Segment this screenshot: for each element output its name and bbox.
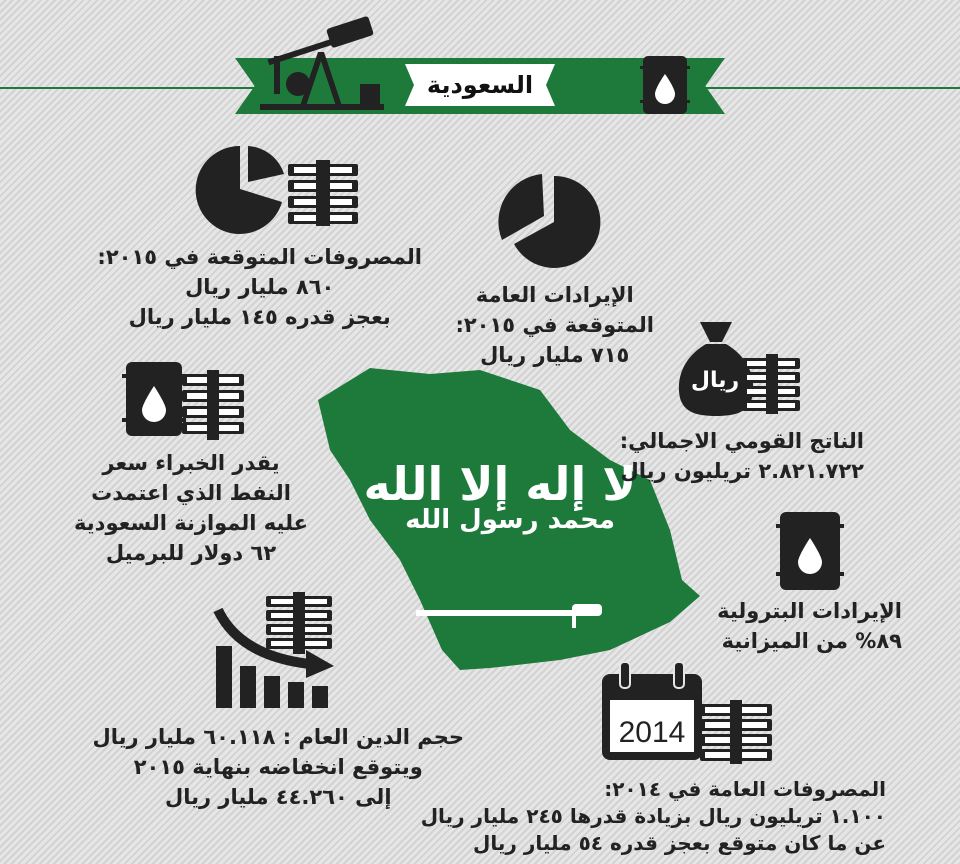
- gdp-title: الناتج القومي الاجمالي:: [619, 429, 864, 453]
- money-stack-icon: [698, 700, 776, 764]
- debt-forecast: ويتوقع انخفاضه بنهاية ٢٠١٥: [133, 755, 423, 779]
- gdp-value: ٢.٨٢١.٧٢٢ تريليون ريال: [620, 459, 864, 483]
- pie-chart-icon: [190, 144, 290, 234]
- oil-barrel-icon: [776, 508, 844, 594]
- pump-jack-icon: [258, 14, 388, 114]
- revenue-2015-title: الإيرادات العامة: [475, 283, 634, 307]
- money-stack-icon: [180, 370, 248, 440]
- debt-title: حجم الدين العام : ٦٠.١١٨ مليار ريال: [92, 725, 464, 749]
- revenue-2015-value: ٧١٥ مليار ريال: [480, 343, 630, 367]
- money-stack-icon: [264, 592, 336, 654]
- money-stack-icon: [284, 158, 366, 228]
- page-title: السعودية: [426, 71, 534, 99]
- oil-price-line-1: يقدر الخبراء سعر: [102, 451, 280, 475]
- svg-text:لا إله إلا الله: لا إله إلا الله: [363, 457, 637, 511]
- expenses-2015-deficit: بعجز قدره ١٤٥ مليار ريال: [128, 305, 391, 329]
- saudi-map: [310, 360, 720, 670]
- svg-text:محمد رسول الله: محمد رسول الله: [405, 505, 615, 535]
- expenses-2014-title: المصروفات العامة في ٢٠١٤:: [604, 777, 886, 801]
- calendar-year: 2014: [618, 716, 686, 749]
- oil-barrel-icon: [640, 52, 690, 118]
- debt-value: إلى ٤٤.٢٦٠ مليار ريال: [164, 785, 392, 809]
- expenses-2015-title: المصروفات المتوقعة في ٢٠١٥:: [97, 245, 422, 269]
- expenses-2014-value: ١.١٠٠ تريليون ريال بزيادة قدرها ٢٤٥ مليار ريال: [420, 804, 886, 828]
- expenses-2014-deficit: عن ما كان متوقع بعجز قدره ٥٤ مليار ريال: [473, 831, 886, 855]
- oil-revenue-value: ٨٩% من الميزانية: [721, 629, 902, 653]
- pie-chart-icon: [494, 170, 604, 270]
- oil-price-value: ٦٢ دولار للبرميل: [105, 541, 277, 565]
- expenses-2015-value: ٨٦٠ مليار ريال: [185, 275, 335, 299]
- bag-label: ريال: [690, 368, 740, 393]
- oil-price-line-2: النفط الذي اعتمدت: [91, 481, 291, 505]
- oil-revenue-title: الإيرادات البترولية: [717, 599, 902, 623]
- oil-price-line-3: عليه الموازنة السعودية: [74, 511, 308, 535]
- money-stack-icon: [740, 354, 804, 414]
- revenue-2015-subtitle: المتوقعة في ٢٠١٥:: [455, 313, 654, 337]
- oil-barrel-icon: [122, 358, 186, 440]
